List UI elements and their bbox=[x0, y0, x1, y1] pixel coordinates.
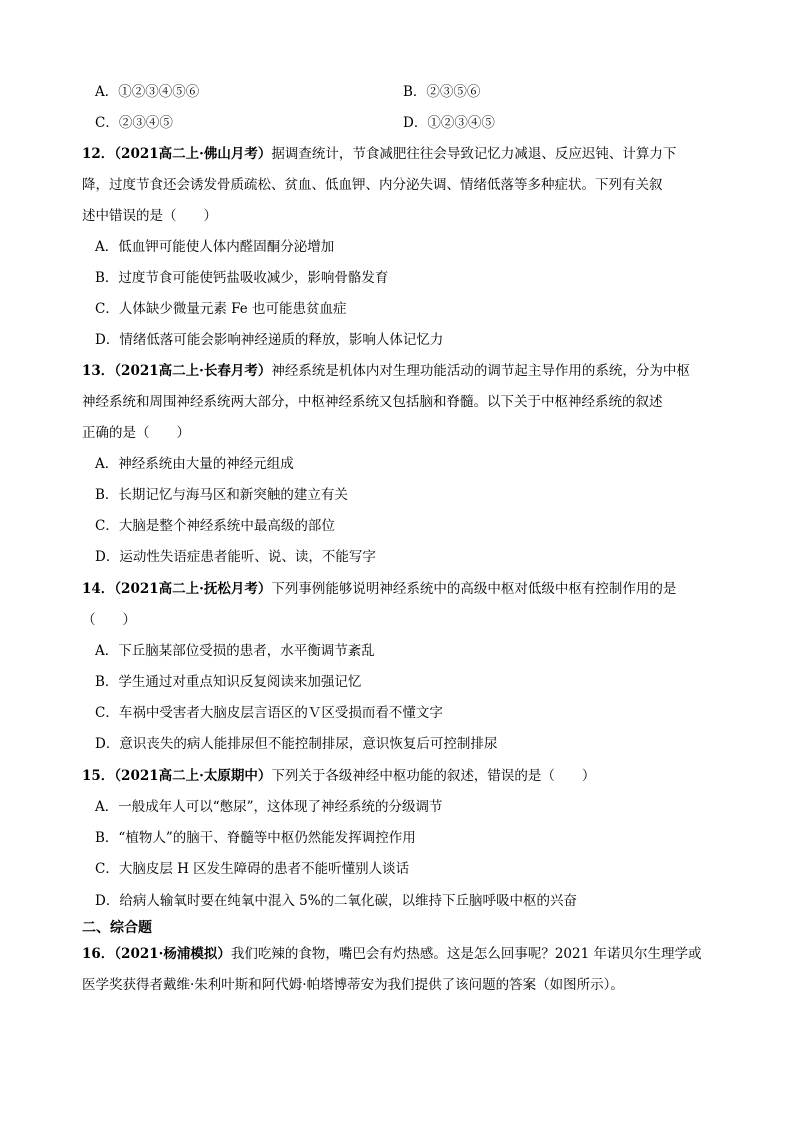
question-number: 14． bbox=[82, 581, 115, 597]
question-16-text-line: 医学奖获得者戴维·朱利叶斯和阿代姆·帕塔博蒂安为我们提供了该问题的答案（如图所示）。 bbox=[82, 977, 624, 993]
question-source: （2021高二上·佛山月考） bbox=[114, 146, 272, 162]
q11-option-d: D．①②③④⑤ bbox=[403, 115, 495, 131]
question-number: 16． bbox=[82, 946, 115, 962]
question-15-option-b: B．“植物人”的脑干、脊髓等中枢仍然能发挥调控作用 bbox=[95, 830, 416, 846]
question-12-option-a: A．低血钾可能使人体内醛固酮分泌增加 bbox=[95, 239, 335, 255]
section-heading: 二、综合题 bbox=[82, 920, 152, 936]
question-source: （2021高二上·太原期中） bbox=[114, 768, 272, 784]
question-15-option-d: D．给病人输氧时要在纯氧中混入 5%的二氧化碳，以维持下丘脑呼吸中枢的兴奋 bbox=[95, 893, 578, 909]
question-text: 据调查统计，节食减肥往往会导致记忆力减退、反应迟钝、计算力下 bbox=[271, 146, 677, 162]
question-13-text-line: 正确的是（ ） bbox=[82, 425, 190, 441]
question-12-option-b: B．过度节食可能使钙盐吸收减少，影响骨骼发育 bbox=[95, 270, 389, 286]
question-14-option-d: D．意识丧失的病人能排尿但不能控制排尿，意识恢复后可控制排尿 bbox=[95, 736, 498, 752]
question-number: 15． bbox=[82, 768, 115, 784]
question-source: （2021高二上·抚松月考） bbox=[114, 581, 272, 597]
question-text: 下列事例能够说明神经系统中的高级中枢对低级中枢有控制作用的是 bbox=[271, 581, 677, 597]
question-12-option-d: D．情绪低落可能会影响神经递质的释放，影响人体记忆力 bbox=[95, 332, 444, 348]
question-text: 我们吃辣的食物，嘴巴会有灼热感。这是怎么回事呢？2021 年诺贝尔生理学或 bbox=[230, 946, 702, 962]
q11-option-b: B．②③⑤⑥ bbox=[403, 84, 481, 100]
question-14-text-line: （ ） bbox=[82, 612, 136, 628]
question-12-text-line: 降，过度节食还会诱发骨质疏松、贫血、低血钾、内分泌失调、情绪低落等多种症状。下列有关叙 bbox=[82, 177, 663, 193]
question-13-option-d: D．运动性失语症患者能听、说、读，不能写字 bbox=[95, 549, 376, 565]
question-12-stem bbox=[82, 144, 676, 164]
question-text: 下列关于各级神经中枢功能的叙述，错误的是（ ） bbox=[271, 768, 596, 784]
question-15-option-c: C．大脑皮层 H 区发生障碍的患者不能听懂别人谈话 bbox=[95, 861, 410, 877]
q11-option-c: C．②③④⑤ bbox=[95, 115, 173, 131]
question-13-option-c: C．大脑是整个神经系统中最高级的部位 bbox=[95, 518, 335, 534]
question-13-option-a: A．神经系统由大量的神经元组成 bbox=[95, 456, 294, 472]
question-source: （2021高二上·长春月考） bbox=[114, 363, 272, 379]
question-14-stem bbox=[82, 579, 676, 599]
question-13-text-line: 神经系统和周围神经系统两大部分，中枢神经系统又包括脑和脊髓。以下关于中枢神经系统的叙述 bbox=[82, 394, 663, 410]
question-13-stem bbox=[82, 361, 690, 381]
question-number: 13． bbox=[82, 363, 115, 379]
question-13-option-b: B．长期记忆与海马区和新突触的建立有关 bbox=[95, 487, 348, 503]
question-12-text-line: 述中错误的是（ ） bbox=[82, 208, 217, 224]
question-source: （2021·杨浦模拟） bbox=[114, 946, 231, 962]
question-14-option-c: C．车祸中受害者大脑皮层言语区的Ｖ区受损而看不懂文字 bbox=[95, 705, 443, 721]
question-12-option-c: C．人体缺少微量元素 Fe 也可能患贫血症 bbox=[95, 301, 347, 317]
question-14-option-a: A．下丘脑某部位受损的患者，水平衡调节紊乱 bbox=[95, 643, 375, 659]
question-15-stem bbox=[82, 766, 595, 786]
question-14-option-b: B．学生通过对重点知识反复阅读来加强记忆 bbox=[95, 674, 362, 690]
question-number: 12． bbox=[82, 146, 115, 162]
question-16-stem bbox=[82, 944, 701, 964]
q11-option-a: A．①②③④⑤⑥ bbox=[95, 84, 200, 100]
question-15-option-a: A．一般成年人可以“憋尿”，这体现了神经系统的分级调节 bbox=[95, 799, 443, 815]
question-text: 神经系统是机体内对生理功能活动的调节起主导作用的系统，分为中枢 bbox=[271, 363, 690, 379]
